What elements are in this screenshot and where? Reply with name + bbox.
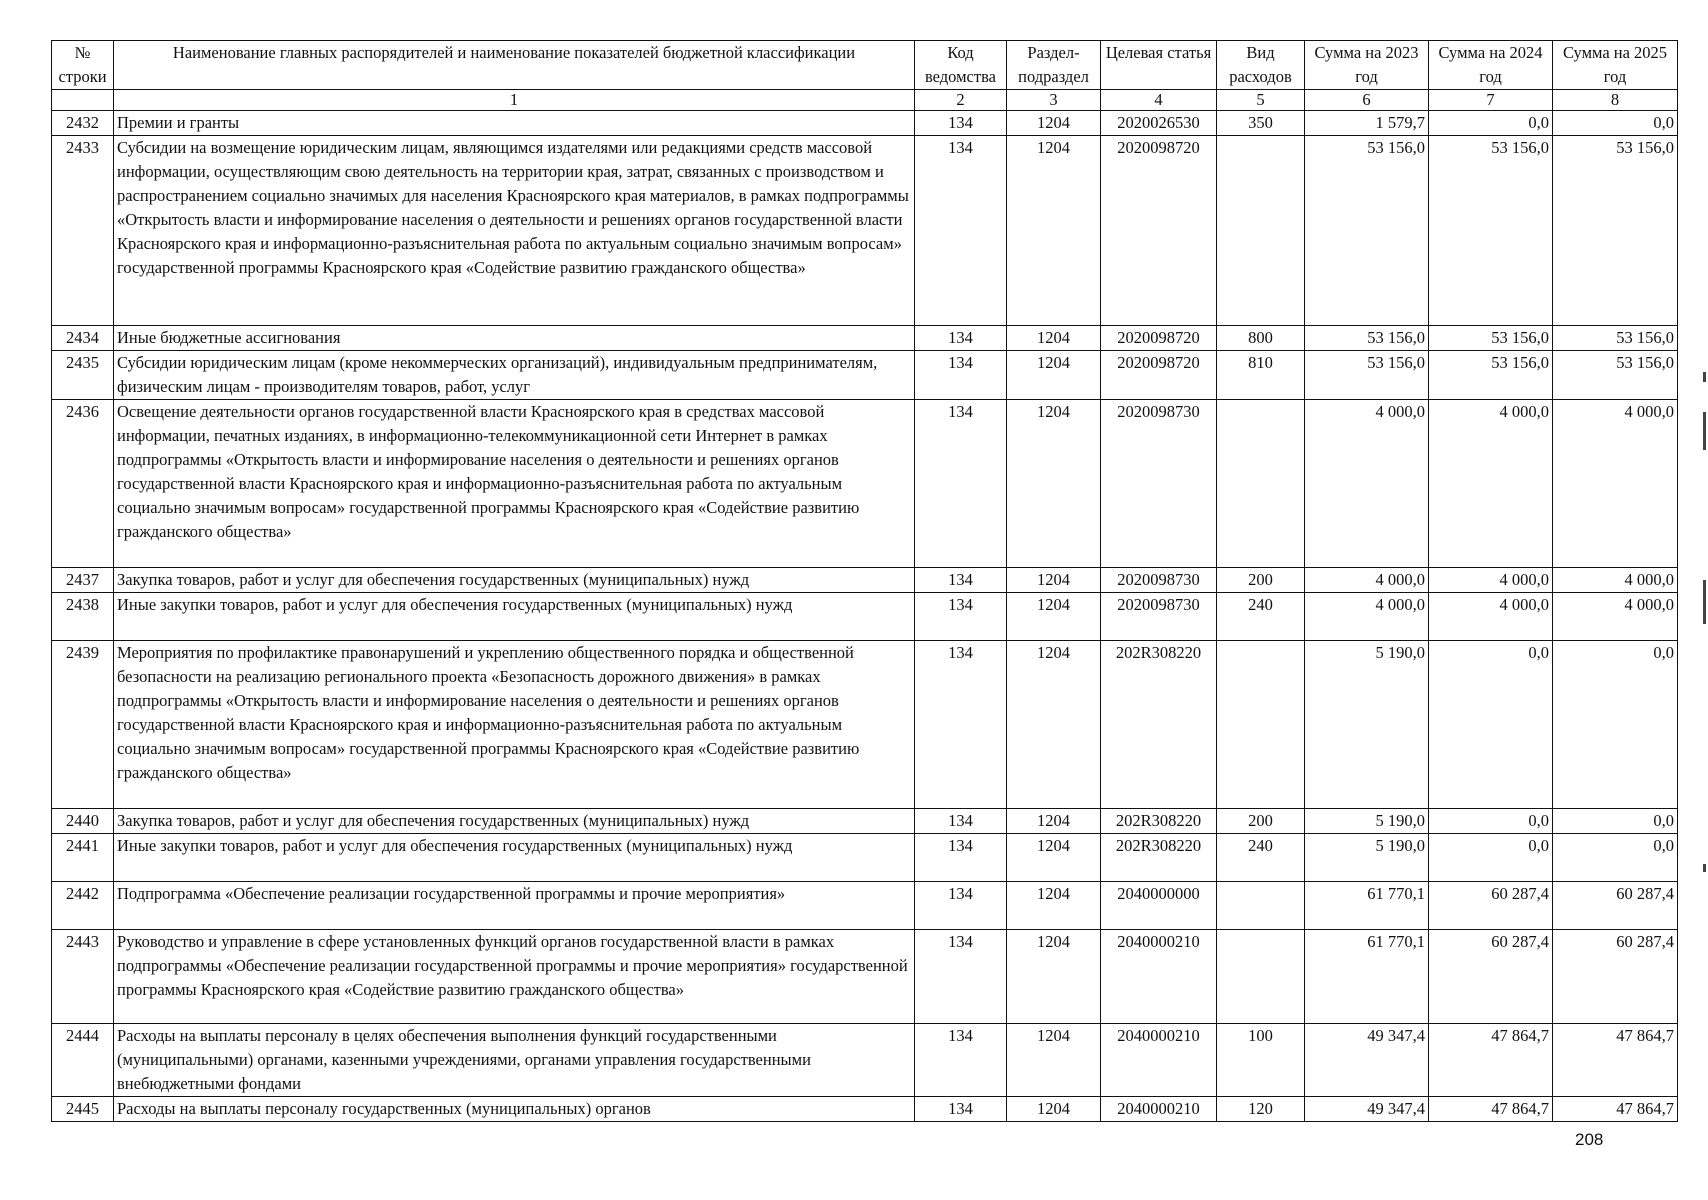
column-index: 7 bbox=[1429, 90, 1553, 111]
row-sum-2025: 4 000,0 bbox=[1553, 593, 1678, 641]
table-row bbox=[52, 351, 1678, 400]
row-sum-2023: 5 190,0 bbox=[1305, 641, 1429, 809]
row-sum-2023: 1 579,7 bbox=[1305, 111, 1429, 136]
table-row bbox=[52, 400, 1678, 568]
row-sum-2023: 53 156,0 bbox=[1305, 351, 1429, 400]
row-sum-2024: 4 000,0 bbox=[1429, 593, 1553, 641]
row-expense-type: 100 bbox=[1217, 1024, 1305, 1097]
row-sum-2025: 0,0 bbox=[1553, 641, 1678, 809]
row-section: 1204 bbox=[1007, 136, 1101, 326]
row-sum-2025: 4 000,0 bbox=[1553, 400, 1678, 568]
table-row bbox=[52, 568, 1678, 593]
row-name: Закупка товаров, работ и услуг для обеспечения государственных (муниципальных) нужд bbox=[114, 568, 915, 593]
row-target: 202R308220 bbox=[1101, 834, 1217, 882]
header-sum-2025: Сумма на 2025 год bbox=[1553, 41, 1678, 90]
row-expense-type bbox=[1217, 641, 1305, 809]
row-name: Освещение деятельности органов государственной власти Красноярского края в средствах массовой информации, печатных изданиях, в информационно-телекоммуникационной сети Интернет в рамках подпрограммы «Открытость власти и информирование населения о деятельности и решениях органов государственной власти Красноярского края и информационно-разъяснительная работа по актуальным социально значимым вопросам» государственной программы Красноярского края «Содействие развитию гражданского общества» bbox=[114, 400, 915, 568]
row-sum-2025: 47 864,7 bbox=[1553, 1097, 1678, 1122]
row-sum-2025: 0,0 bbox=[1553, 111, 1678, 136]
row-expense-type bbox=[1217, 136, 1305, 326]
row-sum-2024: 4 000,0 bbox=[1429, 400, 1553, 568]
row-sum-2025: 53 156,0 bbox=[1553, 136, 1678, 326]
row-name: Расходы на выплаты персоналу в целях обеспечения выполнения функций государственными (муниципальными) органами, казенными учреждениями, органами управления государственными внебюджетными фондами bbox=[114, 1024, 915, 1097]
row-dept-code: 134 bbox=[915, 326, 1007, 351]
row-target: 2020098720 bbox=[1101, 136, 1217, 326]
row-dept-code: 134 bbox=[915, 136, 1007, 326]
row-dept-code: 134 bbox=[915, 1024, 1007, 1097]
row-name: Иные закупки товаров, работ и услуг для обеспечения государственных (муниципальных) нужд bbox=[114, 593, 915, 641]
row-target: 2020026530 bbox=[1101, 111, 1217, 136]
header-sum-2024: Сумма на 2024 год bbox=[1429, 41, 1553, 90]
row-sum-2025: 4 000,0 bbox=[1553, 568, 1678, 593]
row-sum-2024: 47 864,7 bbox=[1429, 1097, 1553, 1122]
row-sum-2024: 0,0 bbox=[1429, 809, 1553, 834]
row-target: 2040000210 bbox=[1101, 1024, 1217, 1097]
row-number: 2442 bbox=[52, 882, 114, 930]
row-target: 202R308220 bbox=[1101, 809, 1217, 834]
row-dept-code: 134 bbox=[915, 809, 1007, 834]
row-dept-code: 134 bbox=[915, 593, 1007, 641]
row-section: 1204 bbox=[1007, 593, 1101, 641]
row-number: 2437 bbox=[52, 568, 114, 593]
row-target: 2020098730 bbox=[1101, 568, 1217, 593]
header-section: Раздел-подраздел bbox=[1007, 41, 1101, 90]
row-sum-2023: 49 347,4 bbox=[1305, 1024, 1429, 1097]
row-sum-2023: 5 190,0 bbox=[1305, 809, 1429, 834]
row-expense-type: 350 bbox=[1217, 111, 1305, 136]
column-index: 4 bbox=[1101, 90, 1217, 111]
row-sum-2025: 53 156,0 bbox=[1553, 351, 1678, 400]
row-number: 2441 bbox=[52, 834, 114, 882]
row-number: 2440 bbox=[52, 809, 114, 834]
row-sum-2024: 53 156,0 bbox=[1429, 136, 1553, 326]
scan-edge-mark bbox=[1703, 580, 1706, 624]
row-target: 2020098730 bbox=[1101, 400, 1217, 568]
row-sum-2024: 60 287,4 bbox=[1429, 930, 1553, 1024]
row-name: Субсидии на возмещение юридическим лицам, являющимся издателями или редакциями средств массовой информации, осуществляющим свою деятельность на территории края, затрат, связанных с производством и распространением социально значимых для населения Красноярского края материалов, в рамках подпрограммы «Открытость власти и информирование населения о деятельности и решениях органов государственной власти Красноярского края и информационно-разъяснительная работа по актуальным социально значимым вопросам» государственной программы Красноярского края «Содействие развитию гражданского общества» bbox=[114, 136, 915, 326]
row-target: 2020098720 bbox=[1101, 326, 1217, 351]
column-index: 2 bbox=[915, 90, 1007, 111]
header-dept-code: Код ведомства bbox=[915, 41, 1007, 90]
row-section: 1204 bbox=[1007, 326, 1101, 351]
row-target: 2040000210 bbox=[1101, 1097, 1217, 1122]
scan-edge-mark bbox=[1703, 372, 1706, 382]
table-row bbox=[52, 1024, 1678, 1097]
row-target: 2020098730 bbox=[1101, 593, 1217, 641]
row-dept-code: 134 bbox=[915, 882, 1007, 930]
row-expense-type bbox=[1217, 882, 1305, 930]
row-sum-2025: 0,0 bbox=[1553, 834, 1678, 882]
row-expense-type: 200 bbox=[1217, 809, 1305, 834]
row-section: 1204 bbox=[1007, 351, 1101, 400]
row-dept-code: 134 bbox=[915, 641, 1007, 809]
row-sum-2023: 53 156,0 bbox=[1305, 326, 1429, 351]
row-sum-2024: 47 864,7 bbox=[1429, 1024, 1553, 1097]
header-line-no: № строки bbox=[52, 41, 114, 90]
row-sum-2025: 53 156,0 bbox=[1553, 326, 1678, 351]
table-row bbox=[52, 1097, 1678, 1122]
row-number: 2435 bbox=[52, 351, 114, 400]
row-name: Субсидии юридическим лицам (кроме некоммерческих организаций), индивидуальным предпринимателям, физическим лицам - производителям товаров, работ, услуг bbox=[114, 351, 915, 400]
budget-table bbox=[51, 40, 1678, 1122]
row-sum-2024: 4 000,0 bbox=[1429, 568, 1553, 593]
table-row bbox=[52, 593, 1678, 641]
row-name: Иные бюджетные ассигнования bbox=[114, 326, 915, 351]
row-sum-2023: 49 347,4 bbox=[1305, 1097, 1429, 1122]
table-body bbox=[52, 111, 1678, 1122]
row-sum-2023: 53 156,0 bbox=[1305, 136, 1429, 326]
row-expense-type: 120 bbox=[1217, 1097, 1305, 1122]
column-index-blank bbox=[52, 90, 114, 111]
header-name: Наименование главных распорядителей и наименование показателей бюджетной классификации bbox=[114, 41, 915, 90]
table-row bbox=[52, 834, 1678, 882]
row-expense-type: 810 bbox=[1217, 351, 1305, 400]
table-row bbox=[52, 882, 1678, 930]
row-sum-2023: 61 770,1 bbox=[1305, 930, 1429, 1024]
table-row bbox=[52, 136, 1678, 326]
row-section: 1204 bbox=[1007, 1097, 1101, 1122]
row-number: 2436 bbox=[52, 400, 114, 568]
row-dept-code: 134 bbox=[915, 351, 1007, 400]
row-dept-code: 134 bbox=[915, 568, 1007, 593]
row-number: 2434 bbox=[52, 326, 114, 351]
table-row bbox=[52, 930, 1678, 1024]
row-sum-2025: 0,0 bbox=[1553, 809, 1678, 834]
row-dept-code: 134 bbox=[915, 111, 1007, 136]
row-target: 2040000000 bbox=[1101, 882, 1217, 930]
row-number: 2439 bbox=[52, 641, 114, 809]
row-name: Мероприятия по профилактике правонарушений и укреплению общественного порядка и общественной безопасности на реализацию регионального проекта «Безопасность дорожного движения» в рамках подпрограммы «Открытость власти и информирование населения о деятельности и решениях органов государственной власти Красноярского края и информационно-разъяснительная работа по актуальным социально значимым вопросам» государственной программы Красноярского края «Содействие развитию гражданского общества» bbox=[114, 641, 915, 809]
row-sum-2024: 60 287,4 bbox=[1429, 882, 1553, 930]
row-section: 1204 bbox=[1007, 809, 1101, 834]
row-sum-2025: 60 287,4 bbox=[1553, 930, 1678, 1024]
column-index-row bbox=[52, 90, 1678, 111]
header-target: Целевая статья bbox=[1101, 41, 1217, 90]
row-name: Расходы на выплаты персоналу государственных (муниципальных) органов bbox=[114, 1097, 915, 1122]
row-sum-2024: 53 156,0 bbox=[1429, 351, 1553, 400]
header-expense-type: Вид расходов bbox=[1217, 41, 1305, 90]
row-sum-2023: 4 000,0 bbox=[1305, 593, 1429, 641]
row-dept-code: 134 bbox=[915, 834, 1007, 882]
row-expense-type bbox=[1217, 930, 1305, 1024]
row-sum-2023: 61 770,1 bbox=[1305, 882, 1429, 930]
row-sum-2023: 5 190,0 bbox=[1305, 834, 1429, 882]
row-sum-2024: 0,0 bbox=[1429, 111, 1553, 136]
row-section: 1204 bbox=[1007, 882, 1101, 930]
row-expense-type: 240 bbox=[1217, 834, 1305, 882]
column-index: 3 bbox=[1007, 90, 1101, 111]
row-section: 1204 bbox=[1007, 400, 1101, 568]
table-row bbox=[52, 809, 1678, 834]
table-row bbox=[52, 641, 1678, 809]
row-name: Иные закупки товаров, работ и услуг для обеспечения государственных (муниципальных) нужд bbox=[114, 834, 915, 882]
row-name: Подпрограмма «Обеспечение реализации государственной программы и прочие мероприятия» bbox=[114, 882, 915, 930]
row-section: 1204 bbox=[1007, 111, 1101, 136]
row-sum-2024: 0,0 bbox=[1429, 641, 1553, 809]
row-target: 2040000210 bbox=[1101, 930, 1217, 1024]
column-index: 8 bbox=[1553, 90, 1678, 111]
column-index: 1 bbox=[114, 90, 915, 111]
scan-edge-mark bbox=[1703, 412, 1706, 450]
scan-edge-mark bbox=[1703, 864, 1706, 872]
row-section: 1204 bbox=[1007, 834, 1101, 882]
row-expense-type: 200 bbox=[1217, 568, 1305, 593]
row-sum-2025: 60 287,4 bbox=[1553, 882, 1678, 930]
row-sum-2023: 4 000,0 bbox=[1305, 568, 1429, 593]
row-sum-2024: 53 156,0 bbox=[1429, 326, 1553, 351]
row-expense-type bbox=[1217, 400, 1305, 568]
row-dept-code: 134 bbox=[915, 930, 1007, 1024]
row-section: 1204 bbox=[1007, 930, 1101, 1024]
row-target: 2020098720 bbox=[1101, 351, 1217, 400]
table-row bbox=[52, 326, 1678, 351]
row-sum-2025: 47 864,7 bbox=[1553, 1024, 1678, 1097]
row-name: Руководство и управление в сфере установленных функций органов государственной власти в рамках подпрограммы «Обеспечение реализации государственной программы и прочие мероприятия» государственной программы Красноярского края «Содействие развитию гражданского общества» bbox=[114, 930, 915, 1024]
row-name: Премии и гранты bbox=[114, 111, 915, 136]
row-expense-type: 800 bbox=[1217, 326, 1305, 351]
row-dept-code: 134 bbox=[915, 1097, 1007, 1122]
row-section: 1204 bbox=[1007, 1024, 1101, 1097]
row-number: 2438 bbox=[52, 593, 114, 641]
row-name: Закупка товаров, работ и услуг для обеспечения государственных (муниципальных) нужд bbox=[114, 809, 915, 834]
row-sum-2023: 4 000,0 bbox=[1305, 400, 1429, 568]
row-target: 202R308220 bbox=[1101, 641, 1217, 809]
row-dept-code: 134 bbox=[915, 400, 1007, 568]
header-sum-2023: Сумма на 2023 год bbox=[1305, 41, 1429, 90]
column-index: 5 bbox=[1217, 90, 1305, 111]
row-number: 2445 bbox=[52, 1097, 114, 1122]
table-row bbox=[52, 111, 1678, 136]
row-number: 2443 bbox=[52, 930, 114, 1024]
row-section: 1204 bbox=[1007, 568, 1101, 593]
row-section: 1204 bbox=[1007, 641, 1101, 809]
row-number: 2433 bbox=[52, 136, 114, 326]
row-expense-type: 240 bbox=[1217, 593, 1305, 641]
row-number: 2444 bbox=[52, 1024, 114, 1097]
row-sum-2024: 0,0 bbox=[1429, 834, 1553, 882]
column-index: 6 bbox=[1305, 90, 1429, 111]
row-number: 2432 bbox=[52, 111, 114, 136]
table-header bbox=[52, 41, 1678, 111]
page-number: 208 bbox=[1575, 1130, 1604, 1149]
